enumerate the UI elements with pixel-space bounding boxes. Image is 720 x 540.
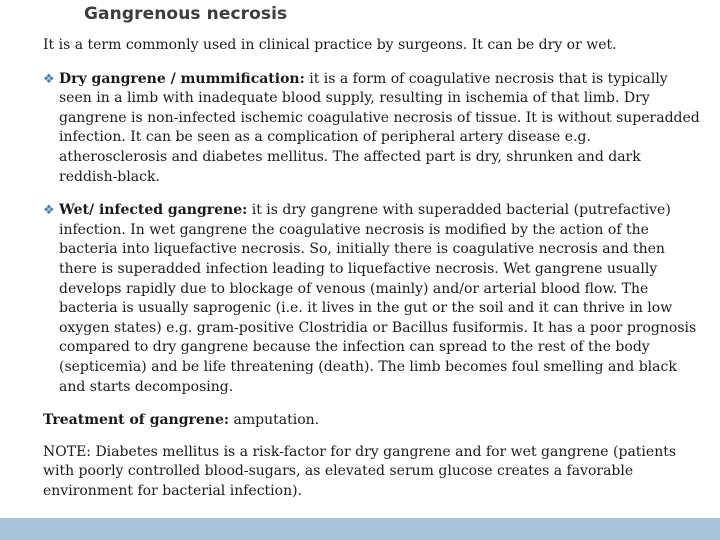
slide-title: Gangrenous necrosis (84, 4, 288, 24)
dry-gangrene-text: it is a form of coagulative necrosis that is typically seen in a limb with inadequate blood supply, resulting in ischemia of that limb. Dry gangrene is non-infected ischemic coagulative necrosis of tissue. It is without superadded infection. It can be seen as a complication of peripheral artery disease e.g. atherosclerosis and diabetes mellitus. The affected part is dry, shrunken and dark reddish-black. (59, 70, 700, 185)
treatment-paragraph (43, 411, 703, 431)
intro-paragraph: It is a term commonly used in clinical practice by surgeons. It can be dry or wet. (43, 37, 617, 53)
bullet-wet-gangrene (43, 201, 703, 397)
bullet-dry-gangrene (43, 70, 703, 188)
treatment-term: Treatment of gangrene: (43, 412, 230, 429)
dry-gangrene-term: Dry gangrene / mummification: (59, 70, 305, 87)
slide-body (43, 36, 703, 501)
diamond-bullet-icon: ❖ (43, 203, 55, 219)
footer-bar (0, 518, 720, 540)
wet-gangrene-term: Wet/ infected gangrene: (59, 202, 248, 219)
treatment-text: amputation. (229, 412, 320, 429)
diamond-bullet-icon: ❖ (43, 71, 55, 87)
wet-gangrene-text: it is dry gangrene with superadded bacterial (putrefactive) infection. In wet gangrene the coagulative necrosis is modified by the action of the bacteria into liquefactive necrosis. So, initially there is coagulative necrosis and then there is superadded infection leading to liquefactive necrosis. Wet gangrene usually develops rapidly due to blockage of venous (mainly) and/or arterial blood flow. The bacteria is usually saprogenic (i.e. it lives in the gut or the soil and it can thrive in low oxygen states) e.g. gram-positive Clostridia or Bacillus fusiformis. It has a poor prognosis compared to dry gangrene because the infection can spread to the rest of the body (septicemia) and be life threatening (death). The limb becomes foul smelling and black and starts decomposing. (59, 202, 697, 395)
note-paragraph: NOTE: Diabetes mellitus is a risk-factor for dry gangrene and for wet gangrene (patients with poorly controlled blood-sugars, as elevated serum glucose creates a favorable environment for bacterial infection). (43, 443, 677, 499)
